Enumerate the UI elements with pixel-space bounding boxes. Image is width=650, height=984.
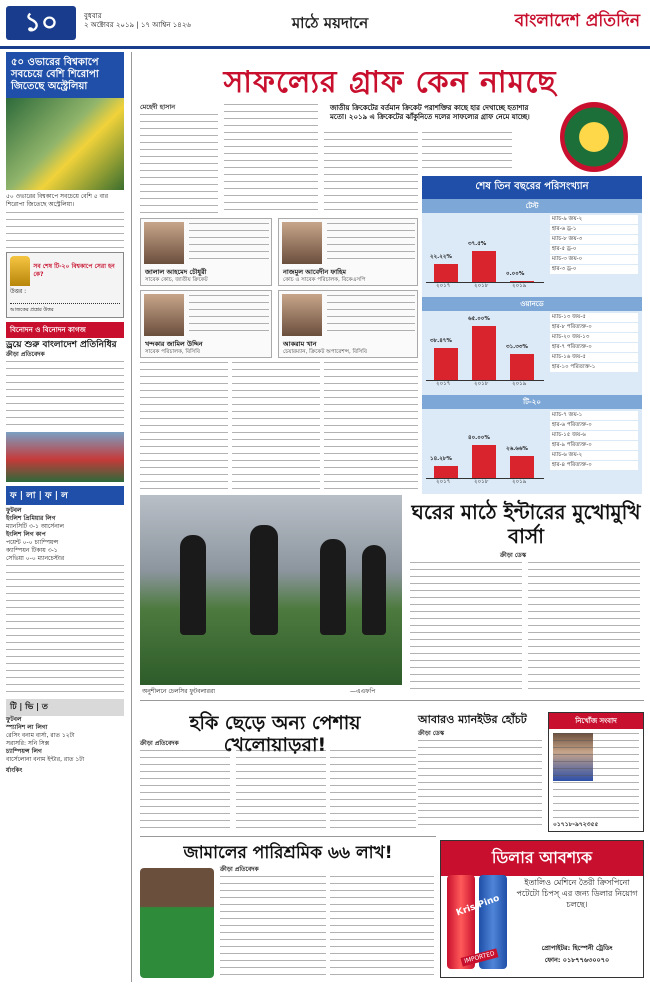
barca-headline[interactable]: ঘরের মাঠে ইন্টারের মুখোমুখি বার্সা	[411, 500, 641, 548]
tv-footer: র্যাংকিং	[6, 767, 23, 774]
stats-bar-label: ৪০.০০%	[468, 434, 490, 441]
stats-section-title: ওয়ানডে	[422, 297, 642, 311]
main-article-col-3	[324, 132, 418, 214]
stats-panel	[422, 176, 642, 494]
stats-bar-label: ৩১.৩৩%	[506, 344, 528, 351]
trophy-photo	[6, 98, 124, 190]
tv-item: চ্যাম্পিয়ন্স লিগ	[6, 748, 42, 755]
stats-bar-label: ০.০০%	[506, 271, 525, 277]
quote-name: নাজমুল আবেদীন ফাহিম	[283, 268, 347, 276]
stats-table-row: ম্যাচ-১৫ জয়-৬	[550, 431, 638, 440]
left-news-text	[6, 361, 124, 429]
stats-section-title: টি-২০	[422, 395, 642, 409]
jamal-text-col-1	[220, 876, 326, 978]
left-column	[6, 52, 124, 775]
stats-bar	[510, 281, 534, 282]
main-headline[interactable]: সাফল্যের গ্রাফ কেন নামছে	[223, 65, 557, 100]
main-article-col-2	[224, 104, 318, 214]
quote-card	[140, 290, 272, 358]
avatar	[282, 222, 322, 264]
stats-bar-label: ১৪.২৮%	[430, 456, 452, 463]
main-article-lower-3	[324, 362, 418, 490]
stats-table-row: হার-৪ পরিত্যক্ত-০	[550, 461, 638, 470]
photo-credit: —এএফপি	[350, 688, 376, 695]
fixtures-list	[6, 515, 124, 563]
stats-table-row: ম্যাচ-৭ জয়-১	[550, 411, 638, 420]
fixtures-text	[6, 565, 124, 695]
stats-table-row: ম্যাচ-৮ জয়-৩	[550, 235, 638, 244]
stats-table-row: ম্যাচ-৬ জয়-২	[550, 451, 638, 460]
jamal-byline: ক্রীড়া প্রতিবেদক	[220, 866, 259, 873]
stats-table-row: হার-৫ ড্র-০	[550, 245, 638, 254]
missing-text	[553, 733, 639, 823]
player-figure	[250, 525, 278, 635]
hockey-headline[interactable]: হকি ছেড়ে অন্য পেশায় খেলোয়াড়রা!	[189, 712, 361, 756]
page-number: ১০	[6, 6, 76, 40]
stats-bar	[510, 456, 534, 478]
jamal-headline[interactable]: জামালের পারিশ্রমিক ৬৬ লাখ!	[183, 843, 393, 863]
date-line: বুধবার ২ অক্টোবর ২০১৯ | ১৭ আশ্বিন ১৪২৬	[84, 12, 191, 29]
quiz-question: সব শেষ টি-২০ বিশ্বকাপে সেরা হন কে?	[33, 263, 115, 278]
player-figure	[362, 545, 386, 635]
quote-text	[327, 223, 415, 263]
stats-year-label: ২০১৭	[436, 283, 451, 289]
stats-bar-chart	[426, 213, 544, 289]
trophy-icon	[10, 256, 30, 286]
quote-role: সাবেক কোচ, জাতীয় ক্রিকেট	[145, 277, 208, 283]
left-top-story-headline[interactable]: ৫০ ওভারের বিশ্বকাপে সবচেয়ে বেশি শিরোপা জিতেছে অস্ট্রেলিয়া	[6, 52, 124, 98]
main-article-col-4	[422, 132, 512, 172]
quiz-answer-field[interactable]	[10, 296, 120, 304]
stats-table-row: ম্যাচ-১৩ জয়-৫	[550, 313, 638, 322]
stats-year-label: ২০১৭	[436, 381, 451, 387]
ad-title: ডিলার আবশ্যক	[441, 841, 643, 876]
stats-section-2	[422, 297, 642, 395]
quote-role: কোচ ও সাবেক পরিচালক, বিকেএসপি	[283, 277, 366, 283]
left-news-headline[interactable]: ড্রয়ে শুরু বাংলাদেশ প্রতিনিধির	[6, 340, 117, 350]
jamal-text-col-2	[330, 876, 434, 978]
hockey-text-col-3	[330, 750, 416, 830]
stats-year-label: ২০১৮	[474, 479, 489, 485]
stats-year-label: ২০১৭	[436, 479, 451, 485]
stats-table-row: ম্যাচ-৯ জয়-২	[550, 215, 638, 224]
stats-table-row: হার-৭ পরিত্যক্ত-০	[550, 343, 638, 352]
stats-table-row: ম্যাচ-২০ জয়-১৩	[550, 333, 638, 342]
stats-bar	[434, 348, 458, 380]
team-photo	[6, 432, 124, 482]
stats-table-row: হার-৯ পরিত্যক্ত-০	[550, 441, 638, 450]
tv-item: স্প্যানিশ লা লিগা	[6, 724, 48, 731]
stats-bar	[434, 466, 458, 478]
left-top-story-text	[6, 212, 124, 248]
left-news-label: বিনোদন ও বিনোদন কাগজ	[6, 322, 124, 338]
stats-bar	[472, 445, 496, 478]
quote-card	[140, 218, 272, 286]
main-byline: মেহেদী হাসান	[140, 103, 176, 111]
manutd-byline: ক্রীড়া ডেস্ক	[418, 730, 445, 737]
section-rule	[140, 700, 644, 701]
ad-contact-1: প্রোপাইটর: হিস্পেনী ট্রেডিং	[541, 944, 613, 952]
masthead-rule	[0, 46, 650, 49]
quote-text	[189, 223, 269, 263]
quiz-answer-label: উত্তর :	[10, 288, 27, 295]
quiz-box	[6, 252, 124, 318]
stats-bar-label: ৩৮.৪৭%	[430, 338, 452, 345]
quote-name: জালাল আহমেদ চৌধুরী	[145, 268, 207, 276]
main-article-lower-1	[140, 362, 228, 490]
main-article-col-1	[140, 114, 218, 214]
photo-caption: অনুশীলনে চেলসির ফুটবলাররা	[142, 688, 215, 695]
stats-table-row: হার-১০ পরিত্যক্ত-১	[550, 363, 638, 372]
fixture-item: ম্যানসিটি ৩-১ আর্সেনাল	[6, 523, 64, 530]
stats-table-row: হার-৮ পরিত্যক্ত-০	[550, 323, 638, 332]
stats-table-row: ম্যাচ-৩ জয়-০	[550, 255, 638, 264]
stats-bar-label: ২৬.৬৬%	[506, 445, 528, 452]
main-subhead: জাতীয় ক্রিকেটের বর্তমান ক্রিকেট পরাশক্তির কাছে হার দেখাচ্ছে হতাশার মতো। ২০১৯ এ ক্রিকেটের ঝাঁকুনিতে দলের সাফল্যের গ্রাফ নেমে যাচ্ছে।	[330, 104, 530, 121]
hockey-byline: ক্রীড়া প্রতিবেদক	[140, 740, 179, 747]
missing-phone: ০১৭১৮-৯৭২৩৫৫	[553, 821, 599, 828]
stats-title: শেষ তিন বছরের পরিসংখ্যান	[422, 176, 642, 199]
player-figure	[180, 535, 206, 635]
stats-bar	[472, 251, 496, 282]
section-rule	[140, 836, 436, 837]
stats-table	[550, 313, 638, 373]
stats-year-label: ২০১৯	[512, 479, 527, 485]
tv-header: টি | ভি | ত	[6, 699, 124, 716]
stats-bar	[472, 326, 496, 380]
left-top-story-body: ৫০ ওভারের বিশ্বকাপে সবচেয়ে বেশি ৫ বার শিরোপা জিতেছে অস্ট্রেলিয়া।	[6, 193, 108, 208]
imported-badge: IMPORTED	[460, 948, 498, 966]
bcb-logo	[560, 102, 628, 172]
stats-bar-label: ৬৫.০০%	[468, 316, 490, 323]
avatar	[282, 294, 322, 336]
stats-bar-chart	[426, 311, 544, 387]
manutd-text	[418, 740, 542, 830]
main-article-lower-2	[232, 362, 320, 490]
stats-table-row: ম্যাচ-১৬ জয়-৫	[550, 353, 638, 362]
quote-role: চেয়ারম্যান, ক্রিকেট অপারেশন্স, বিসিবি	[283, 349, 367, 355]
dealer-ad[interactable]	[440, 840, 644, 978]
missing-notice	[548, 712, 644, 832]
stats-section-3	[422, 395, 642, 493]
quote-text	[189, 295, 269, 335]
stats-bar	[434, 264, 458, 282]
fixture-item: পয়েন্ট ০-০ চ্যাম্পিয়ন্স	[6, 539, 59, 546]
stats-section-1	[422, 199, 642, 297]
stats-table-row: হার-৩ ড্র-০	[550, 265, 638, 274]
stats-bar	[510, 354, 534, 380]
fixture-item: ইংলিশ প্রিমিয়ার লিগ	[6, 515, 56, 522]
section-title: মাঠে ময়দানে	[291, 14, 369, 32]
fixture-item: ইংলিশ লিগ কাপ	[6, 531, 46, 538]
quote-card	[278, 290, 418, 358]
fixtures-sub: ফুটবল	[6, 507, 22, 514]
stats-year-label: ২০১৮	[474, 381, 489, 387]
stats-bar-chart	[426, 409, 544, 485]
chelsea-training-photo	[140, 495, 402, 685]
tv-item: বার্সেলোনা বনাম ইন্টার, রাত ১টা	[6, 756, 85, 763]
column-divider	[131, 52, 132, 982]
missing-head: নিখোঁজ সংবাদ	[549, 713, 643, 729]
quote-role: সাবেক পরিচালক, বিসিবি	[145, 349, 200, 355]
newspaper-logo[interactable]: বাংলাদেশ প্রতিদিন	[514, 11, 640, 31]
hockey-text-col-1	[140, 750, 230, 830]
stats-body	[422, 199, 642, 495]
stats-table	[550, 215, 638, 275]
ad-body: ইতালিও মেশিনে তৈরী ক্রিসপিনো পটেটো চিপস্ এর জন্য ডিলার নিয়োগ চলছে।	[516, 878, 638, 909]
stats-section-title: টেস্ট	[422, 199, 642, 213]
quote-card	[278, 218, 418, 286]
quiz-hint: আজকের প্রশ্নের উত্তর	[10, 307, 54, 313]
barca-text-col-1	[410, 562, 522, 690]
quote-name: খন্দকার জামিল উদ্দিন	[145, 340, 203, 348]
fixture-item: ক্যাম্পিয়ন টিকায় ৩-১	[6, 547, 58, 554]
barca-byline: ক্রীড়া ডেস্ক	[500, 552, 527, 559]
tv-sub: ফুটবল	[6, 716, 22, 723]
tv-item: রেসিং বনাম বার্সা, রাত ১২টা	[6, 732, 75, 739]
left-news-byline: ক্রীড়া প্রতিবেদক	[6, 351, 45, 358]
manutd-headline[interactable]: আবারও ম্যানইউর হোঁচট	[418, 713, 527, 726]
stats-table-row: হার-৬ ড্র-১	[550, 225, 638, 234]
tv-item: সরাসরি: সনি সিক্স	[6, 740, 50, 747]
player-figure	[320, 539, 346, 635]
jamal-photo	[140, 868, 214, 978]
quote-text	[327, 295, 415, 335]
stats-table-row: হার-৬ পরিত্যক্ত-০	[550, 421, 638, 430]
barca-text-col-2	[528, 562, 640, 690]
avatar	[144, 294, 184, 336]
stats-year-label: ২০১৯	[512, 283, 527, 289]
stats-table	[550, 411, 638, 471]
fixture-item: সেভিয়া ০-০ ম্যানচেস্টার	[6, 555, 65, 562]
stats-year-label: ২০১৮	[474, 283, 489, 289]
stats-bar-label: ২২.২২%	[430, 253, 452, 260]
stats-bar-label: ৩৭.৫%	[468, 240, 487, 247]
quote-name: আকরাম খান	[283, 340, 317, 348]
ad-brand: Kris Pino	[455, 893, 501, 919]
fixtures-header: ফ | লা | ফ | ল	[6, 486, 124, 505]
avatar	[144, 222, 184, 264]
stats-year-label: ২০১৯	[512, 381, 527, 387]
hockey-text-col-2	[236, 750, 326, 830]
ad-contact-2: ফোন: ০১৮৭৭৬৩০০৭০	[544, 956, 610, 964]
